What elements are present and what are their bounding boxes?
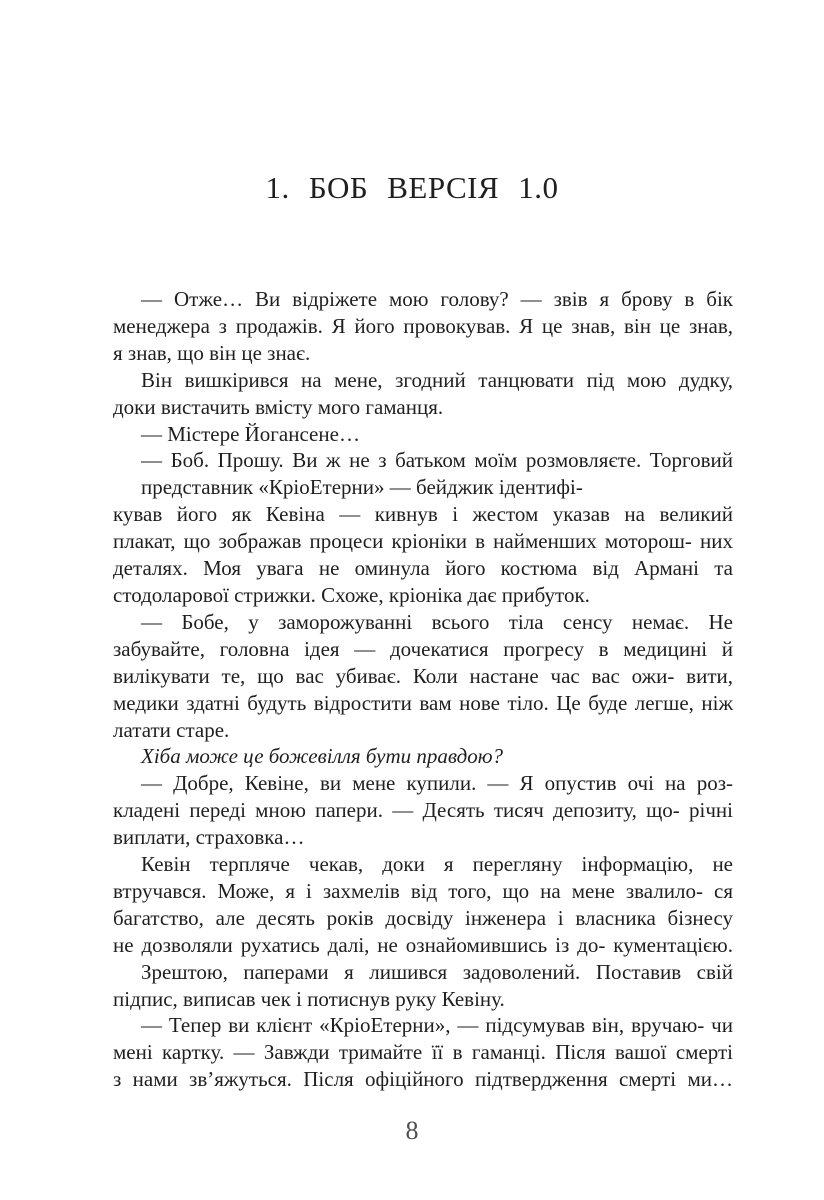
page-number: 8 [405, 1116, 419, 1145]
text-line: мені картку. — Завжди тримайте її в гаманці. Після вашої смерті [113, 1040, 733, 1065]
text-line: латати старе. [113, 717, 230, 742]
paragraph [113, 367, 733, 421]
text-line: — Містере Йогансене… [141, 421, 360, 446]
text-line: Він вишкірився на мене, згодний танцювати під мою дудку, [141, 367, 733, 392]
text-line: Зрештою, паперами я лишився задоволений. Поставив свій [141, 959, 733, 984]
text-line: я знав, що він це знає. [113, 340, 311, 365]
text-line: Кевін терпляче чекав, доки я перегляну інформацію, не [141, 852, 733, 877]
text-line: забувайте, головна ідея — дочекатися прогресу в медицині й [113, 636, 733, 661]
text-line: менеджера з продажів. Я його провокував. Я це знав, він це знав, [113, 313, 733, 338]
text-line: не дозволяли рухатись далі, не ознайомившись із до- кументацією. [113, 932, 733, 957]
text-line: деталях. Моя увага не оминула його костюма від Армані та [113, 556, 733, 581]
text-line: втручався. Може, я і захмелів від того, що на мене звалило- ся [113, 878, 733, 903]
paragraph [113, 421, 733, 448]
text-line: — Тепер ви клієнт «КріоЕтерни», — підсумував він, вручаю- чи [141, 1013, 733, 1038]
text-line: Хіба може це божевілля бути правдою? [141, 744, 504, 769]
text-line: доки вистачить вмісту мого гаманця. [113, 394, 444, 419]
text-line: представник «КріоЕтерни» — бейджик ідентифі- [141, 475, 583, 500]
paragraph [113, 286, 733, 367]
paragraph [113, 743, 733, 770]
paragraph [113, 959, 733, 1013]
text-line: підпис, виписав чек і потиснув руку Кевіну. [113, 986, 505, 1011]
paragraph [113, 447, 733, 608]
text-line: кладені переді мною папери. — Десять тисяч депозиту, що- річні [113, 798, 733, 823]
paragraph [113, 1012, 733, 1093]
text-line: — Бобе, у заморожуванні всього тіла сенсу немає. Не [141, 609, 733, 634]
text-line: з нами зв’яжуться. Після офіційного підтвердження смерті ми… [113, 1067, 733, 1092]
text-line: — Отже… Ви відріжете мою голову? — звів я брову в бік [141, 287, 733, 311]
body-text [113, 286, 733, 1093]
text-line: стодоларової стрижки. Схоже, кріоніка дає прибуток. [113, 582, 590, 607]
text-line: — Боб. Прошу. Ви ж не з батьком моїм розмовляєте. Торговий [141, 448, 733, 473]
paragraph [113, 770, 733, 851]
text-line: виплати, страховка… [113, 825, 305, 850]
text-line: — Добре, Кевіне, ви мене купили. — Я опустив очі на роз- [141, 771, 733, 796]
text-line: вилікувати те, що вас убиває. Коли настане час вас ожи- вити, [113, 663, 733, 688]
chapter-title: 1. БОБ ВЕРСІЯ 1.0 [265, 170, 559, 205]
paragraph [113, 609, 733, 744]
text-line: плакат, що зображав процеси кріоніки в найменших моторош- них [113, 529, 733, 554]
text-line: медики здатні будуть відростити вам нове тіло. Це буде легше, ніж [113, 690, 733, 715]
text-line: багатство, але десять років досвіду інженера і власника бізнесу [113, 905, 733, 930]
text-line: кував його як Кевіна — кивнув і жестом указав на великий [113, 502, 733, 527]
paragraph [113, 851, 733, 959]
